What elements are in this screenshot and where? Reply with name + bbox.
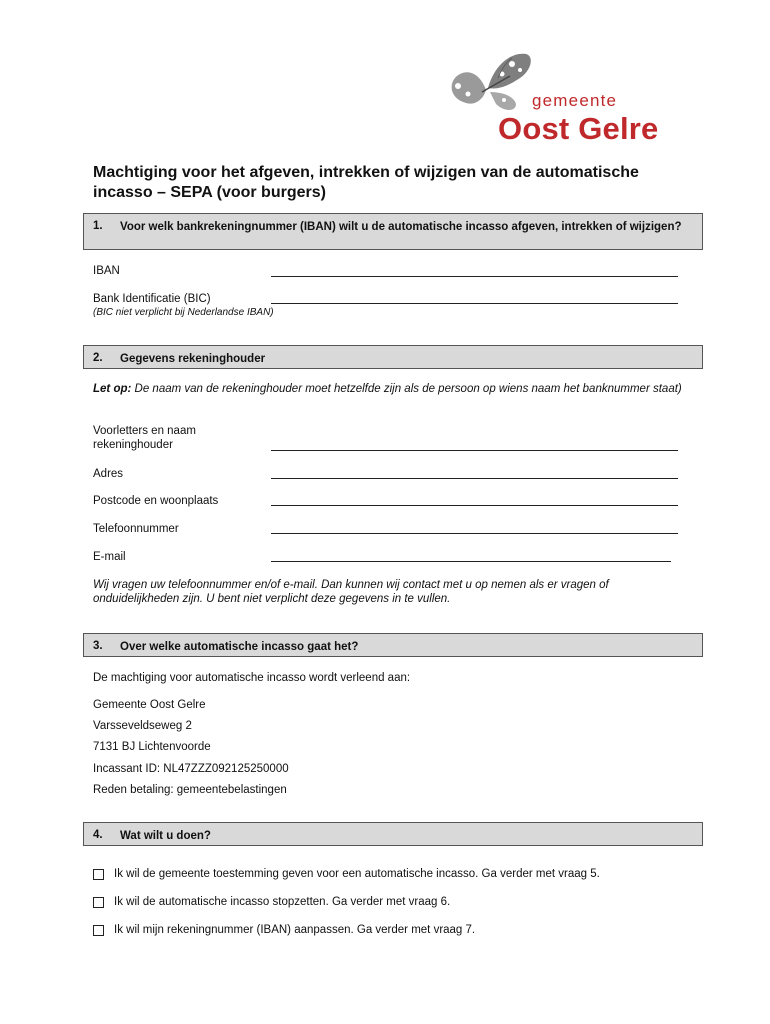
option-aanpassen-label: Ik wil mijn rekeningnummer (IBAN) aanpassen. Ga verder met vraag 7.	[114, 924, 476, 936]
iban-label: IBAN	[93, 265, 120, 277]
option-stopzetten-checkbox[interactable]	[93, 897, 104, 908]
postcode-field[interactable]	[271, 505, 678, 506]
telefoon-field[interactable]	[271, 533, 678, 534]
logo-text-oost-gelre: Oost Gelre	[498, 111, 659, 146]
incassant-id: Incassant ID: NL47ZZZ092125250000	[93, 763, 289, 775]
option-stopzetten-label: Ik wil de automatische incasso stopzetten. Ga verder met vraag 6.	[114, 896, 451, 908]
option-toestemming-label: Ik wil de gemeente toestemming geven voor een automatische incasso. Ga verder met vraag 5.	[114, 868, 600, 880]
letop-text: De naam van de rekeninghouder moet hetzelfde zijn als de persoon op wiens naam het banknummer staat)	[131, 383, 682, 395]
butterfly-logo-icon	[446, 48, 536, 118]
email-field[interactable]	[271, 561, 671, 562]
email-label: E-mail	[93, 551, 126, 563]
section-2-title: Gegevens rekeninghouder	[120, 353, 266, 365]
postcode-label: Postcode en woonplaats	[93, 495, 219, 507]
creditor-street: Varsseveldseweg 2	[93, 720, 192, 732]
telefoon-label: Telefoonnummer	[93, 523, 179, 535]
section-3-title: Over welke automatische incasso gaat het?	[120, 641, 359, 653]
creditor-city: 7131 BJ Lichtenvoorde	[93, 741, 211, 753]
section-1-number: 1.	[93, 220, 103, 232]
section-3-header	[83, 633, 703, 657]
bic-label: Bank Identificatie (BIC)	[93, 293, 211, 305]
contact-note: Wij vragen uw telefoonnummer en/of e-mail. Dan kunnen wij contact met u op nemen als er vragen of onduidelijkheden zijn. U bent niet verplicht deze gegevens in te vullen.	[93, 579, 609, 605]
name-label-line2: rekeninghouder	[93, 439, 173, 451]
logo	[446, 48, 706, 152]
iban-field[interactable]	[271, 276, 678, 277]
section-4-title: Wat wilt u doen?	[120, 830, 211, 842]
letop-note	[93, 382, 693, 396]
letop-bold: Let op:	[93, 383, 132, 395]
bic-note: (BIC niet verplicht bij Nederlandse IBAN)	[93, 307, 274, 318]
logo-text-gemeente: gemeente	[532, 91, 618, 110]
section-3-number: 3.	[93, 640, 103, 652]
name-label-line1: Voorletters en naam	[93, 425, 196, 437]
adres-field[interactable]	[271, 478, 678, 479]
page-title: Machtiging voor het afgeven, intrekken of wijzigen van de automatische incasso – SEPA (voor burgers)	[93, 164, 639, 201]
section-4-header	[83, 822, 703, 846]
incasso-intro: De machtiging voor automatische incasso wordt verleend aan:	[93, 672, 411, 684]
option-toestemming-checkbox[interactable]	[93, 869, 104, 880]
section-4-number: 4.	[93, 829, 103, 841]
payment-reason: Reden betaling: gemeentebelastingen	[93, 784, 287, 796]
section-1-title: Voor welk bankrekeningnummer (IBAN) wilt u de automatische incasso afgeven, intrekken of wijzigen?	[120, 221, 682, 233]
section-1-header	[83, 213, 703, 250]
creditor-name: Gemeente Oost Gelre	[93, 699, 206, 711]
bic-field[interactable]	[271, 303, 678, 304]
section-2-header	[83, 345, 703, 369]
section-2-number: 2.	[93, 352, 103, 364]
adres-label: Adres	[93, 468, 124, 480]
name-field[interactable]	[271, 450, 678, 451]
option-aanpassen-checkbox[interactable]	[93, 925, 104, 936]
